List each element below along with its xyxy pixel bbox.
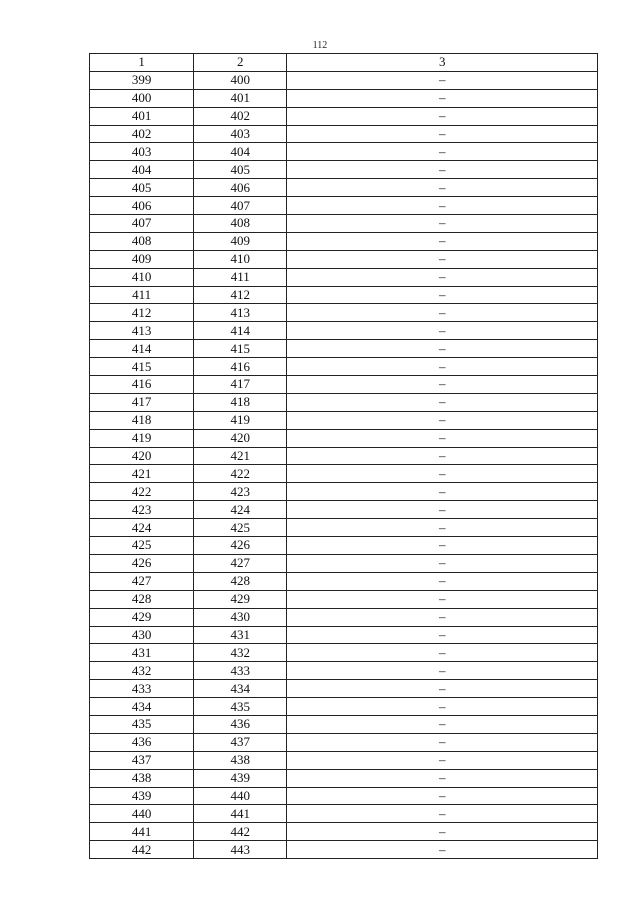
table-cell-col-2: 441	[194, 805, 287, 823]
table-cell-col-3: –	[287, 554, 598, 572]
table-cell-col-2: 407	[194, 197, 287, 215]
table-cell-col-1: 426	[90, 554, 194, 572]
table-cell-col-3: –	[287, 769, 598, 787]
table-cell-col-1: 434	[90, 698, 194, 716]
table-row	[90, 626, 598, 644]
table-cell-col-2: 421	[194, 447, 287, 465]
column-header-3: 3	[287, 54, 598, 72]
table-cell-col-2: 400	[194, 71, 287, 89]
table-cell-col-1: 437	[90, 751, 194, 769]
table-cell-col-3: –	[287, 662, 598, 680]
table-cell-col-1: 439	[90, 787, 194, 805]
table-row	[90, 465, 598, 483]
table-cell-col-1: 405	[90, 179, 194, 197]
table-row	[90, 519, 598, 537]
table-cell-col-2: 432	[194, 644, 287, 662]
table-cell-col-2: 442	[194, 823, 287, 841]
table-cell-col-2: 430	[194, 608, 287, 626]
table-row	[90, 286, 598, 304]
table-cell-col-3: –	[287, 179, 598, 197]
table-cell-col-3: –	[287, 519, 598, 537]
table-cell-col-1: 438	[90, 769, 194, 787]
table-cell-col-2: 420	[194, 429, 287, 447]
table-row	[90, 340, 598, 358]
table-cell-col-2: 437	[194, 733, 287, 751]
table-cell-col-3: –	[287, 787, 598, 805]
table-cell-col-3: –	[287, 358, 598, 376]
table-cell-col-2: 403	[194, 125, 287, 143]
table-cell-col-2: 426	[194, 537, 287, 555]
table-cell-col-3: –	[287, 823, 598, 841]
table-cell-col-3: –	[287, 751, 598, 769]
table-cell-col-1: 402	[90, 125, 194, 143]
table-cell-col-1: 407	[90, 215, 194, 233]
table-cell-col-3: –	[287, 215, 598, 233]
table-cell-col-2: 418	[194, 393, 287, 411]
table-row	[90, 429, 598, 447]
table-cell-col-2: 417	[194, 376, 287, 394]
table-cell-col-1: 435	[90, 715, 194, 733]
table-cell-col-1: 416	[90, 376, 194, 394]
table-row	[90, 805, 598, 823]
table-cell-col-2: 415	[194, 340, 287, 358]
table-cell-col-2: 434	[194, 680, 287, 698]
table-cell-col-1: 414	[90, 340, 194, 358]
table-cell-col-2: 413	[194, 304, 287, 322]
table-cell-col-3: –	[287, 447, 598, 465]
table-row	[90, 411, 598, 429]
table-cell-col-3: –	[287, 501, 598, 519]
table-row	[90, 841, 598, 859]
table-cell-col-3: –	[287, 340, 598, 358]
table-cell-col-1: 403	[90, 143, 194, 161]
table-row	[90, 143, 598, 161]
table-row	[90, 376, 598, 394]
table-cell-col-3: –	[287, 304, 598, 322]
table-cell-col-2: 428	[194, 572, 287, 590]
table-cell-col-3: –	[287, 411, 598, 429]
table-cell-col-1: 406	[90, 197, 194, 215]
table-cell-col-3: –	[287, 841, 598, 859]
table-row	[90, 662, 598, 680]
table-cell-col-3: –	[287, 680, 598, 698]
table-cell-col-1: 430	[90, 626, 194, 644]
table-row	[90, 250, 598, 268]
table-row	[90, 483, 598, 501]
table-row	[90, 161, 598, 179]
table-cell-col-2: 402	[194, 107, 287, 125]
table-cell-col-3: –	[287, 626, 598, 644]
table-cell-col-3: –	[287, 393, 598, 411]
column-header-1: 1	[90, 54, 194, 72]
table-cell-col-1: 432	[90, 662, 194, 680]
table-row	[90, 787, 598, 805]
table-row	[90, 358, 598, 376]
table-cell-col-1: 401	[90, 107, 194, 125]
table-cell-col-3: –	[287, 608, 598, 626]
table-cell-col-2: 406	[194, 179, 287, 197]
page-number: 112	[312, 40, 328, 51]
table-row	[90, 572, 598, 590]
table-row	[90, 501, 598, 519]
table-cell-col-1: 404	[90, 161, 194, 179]
table-cell-col-2: 424	[194, 501, 287, 519]
table-row	[90, 537, 598, 555]
table-cell-col-1: 429	[90, 608, 194, 626]
table-cell-col-1: 441	[90, 823, 194, 841]
table-cell-col-2: 414	[194, 322, 287, 340]
table-cell-col-2: 419	[194, 411, 287, 429]
table-row	[90, 322, 598, 340]
table-cell-col-1: 436	[90, 733, 194, 751]
table-cell-col-1: 417	[90, 393, 194, 411]
table-cell-col-2: 401	[194, 89, 287, 107]
table-row	[90, 644, 598, 662]
table-cell-col-2: 405	[194, 161, 287, 179]
table-row	[90, 680, 598, 698]
table-cell-col-1: 410	[90, 268, 194, 286]
table-row	[90, 769, 598, 787]
table-cell-col-2: 411	[194, 268, 287, 286]
table-row	[90, 823, 598, 841]
table-cell-col-2: 431	[194, 626, 287, 644]
table-cell-col-2: 409	[194, 232, 287, 250]
table-cell-col-2: 412	[194, 286, 287, 304]
table-row	[90, 89, 598, 107]
table-cell-col-2: 438	[194, 751, 287, 769]
table-cell-col-2: 440	[194, 787, 287, 805]
table-row	[90, 268, 598, 286]
table-cell-col-1: 409	[90, 250, 194, 268]
table-cell-col-3: –	[287, 733, 598, 751]
table-row	[90, 447, 598, 465]
table-cell-col-3: –	[287, 250, 598, 268]
table-cell-col-1: 415	[90, 358, 194, 376]
table-cell-col-2: 435	[194, 698, 287, 716]
table-cell-col-1: 428	[90, 590, 194, 608]
table-cell-col-2: 408	[194, 215, 287, 233]
table-cell-col-1: 425	[90, 537, 194, 555]
table-cell-col-3: –	[287, 698, 598, 716]
table-cell-col-3: –	[287, 322, 598, 340]
table-cell-col-2: 416	[194, 358, 287, 376]
table-cell-col-2: 410	[194, 250, 287, 268]
table-cell-col-3: –	[287, 376, 598, 394]
table-row	[90, 733, 598, 751]
table-cell-col-1: 400	[90, 89, 194, 107]
table-row	[90, 304, 598, 322]
table-cell-col-3: –	[287, 465, 598, 483]
table-cell-col-1: 412	[90, 304, 194, 322]
table-cell-col-3: –	[287, 483, 598, 501]
table-row	[90, 554, 598, 572]
table-cell-col-3: –	[287, 644, 598, 662]
table-cell-col-2: 443	[194, 841, 287, 859]
table-row	[90, 590, 598, 608]
table-cell-col-1: 408	[90, 232, 194, 250]
table-cell-col-1: 422	[90, 483, 194, 501]
table-cell-col-3: –	[287, 89, 598, 107]
table-row	[90, 197, 598, 215]
table-cell-col-1: 440	[90, 805, 194, 823]
table-row	[90, 715, 598, 733]
table-cell-col-2: 425	[194, 519, 287, 537]
table-cell-col-3: –	[287, 537, 598, 555]
table-row	[90, 179, 598, 197]
table-cell-col-1: 431	[90, 644, 194, 662]
table-cell-col-2: 427	[194, 554, 287, 572]
data-table	[89, 53, 598, 859]
table-row	[90, 107, 598, 125]
table-cell-col-3: –	[287, 286, 598, 304]
table-cell-col-3: –	[287, 590, 598, 608]
table-cell-col-3: –	[287, 161, 598, 179]
table-cell-col-1: 423	[90, 501, 194, 519]
table-body	[90, 71, 598, 858]
table-cell-col-1: 433	[90, 680, 194, 698]
table-row	[90, 71, 598, 89]
table-cell-col-3: –	[287, 715, 598, 733]
table-row	[90, 232, 598, 250]
table-cell-col-1: 411	[90, 286, 194, 304]
table-cell-col-1: 413	[90, 322, 194, 340]
table-row	[90, 608, 598, 626]
table-cell-col-3: –	[287, 125, 598, 143]
table-header-row	[90, 54, 598, 72]
table-cell-col-3: –	[287, 197, 598, 215]
table-cell-col-2: 429	[194, 590, 287, 608]
table-cell-col-3: –	[287, 143, 598, 161]
table-cell-col-3: –	[287, 572, 598, 590]
table-cell-col-3: –	[287, 805, 598, 823]
table-cell-col-1: 424	[90, 519, 194, 537]
table-cell-col-2: 436	[194, 715, 287, 733]
table-cell-col-1: 419	[90, 429, 194, 447]
table-row	[90, 393, 598, 411]
table-cell-col-1: 399	[90, 71, 194, 89]
table-cell-col-2: 422	[194, 465, 287, 483]
table-cell-col-2: 433	[194, 662, 287, 680]
table-cell-col-2: 423	[194, 483, 287, 501]
table-cell-col-1: 442	[90, 841, 194, 859]
table-cell-col-1: 418	[90, 411, 194, 429]
table-row	[90, 698, 598, 716]
table-cell-col-1: 421	[90, 465, 194, 483]
table-cell-col-2: 404	[194, 143, 287, 161]
table-cell-col-3: –	[287, 232, 598, 250]
column-header-2: 2	[194, 54, 287, 72]
table-cell-col-1: 427	[90, 572, 194, 590]
table-cell-col-2: 439	[194, 769, 287, 787]
table-cell-col-1: 420	[90, 447, 194, 465]
table-row	[90, 215, 598, 233]
table-cell-col-3: –	[287, 71, 598, 89]
table-cell-col-3: –	[287, 429, 598, 447]
table-row	[90, 751, 598, 769]
table-cell-col-3: –	[287, 268, 598, 286]
table-cell-col-3: –	[287, 107, 598, 125]
table-row	[90, 125, 598, 143]
